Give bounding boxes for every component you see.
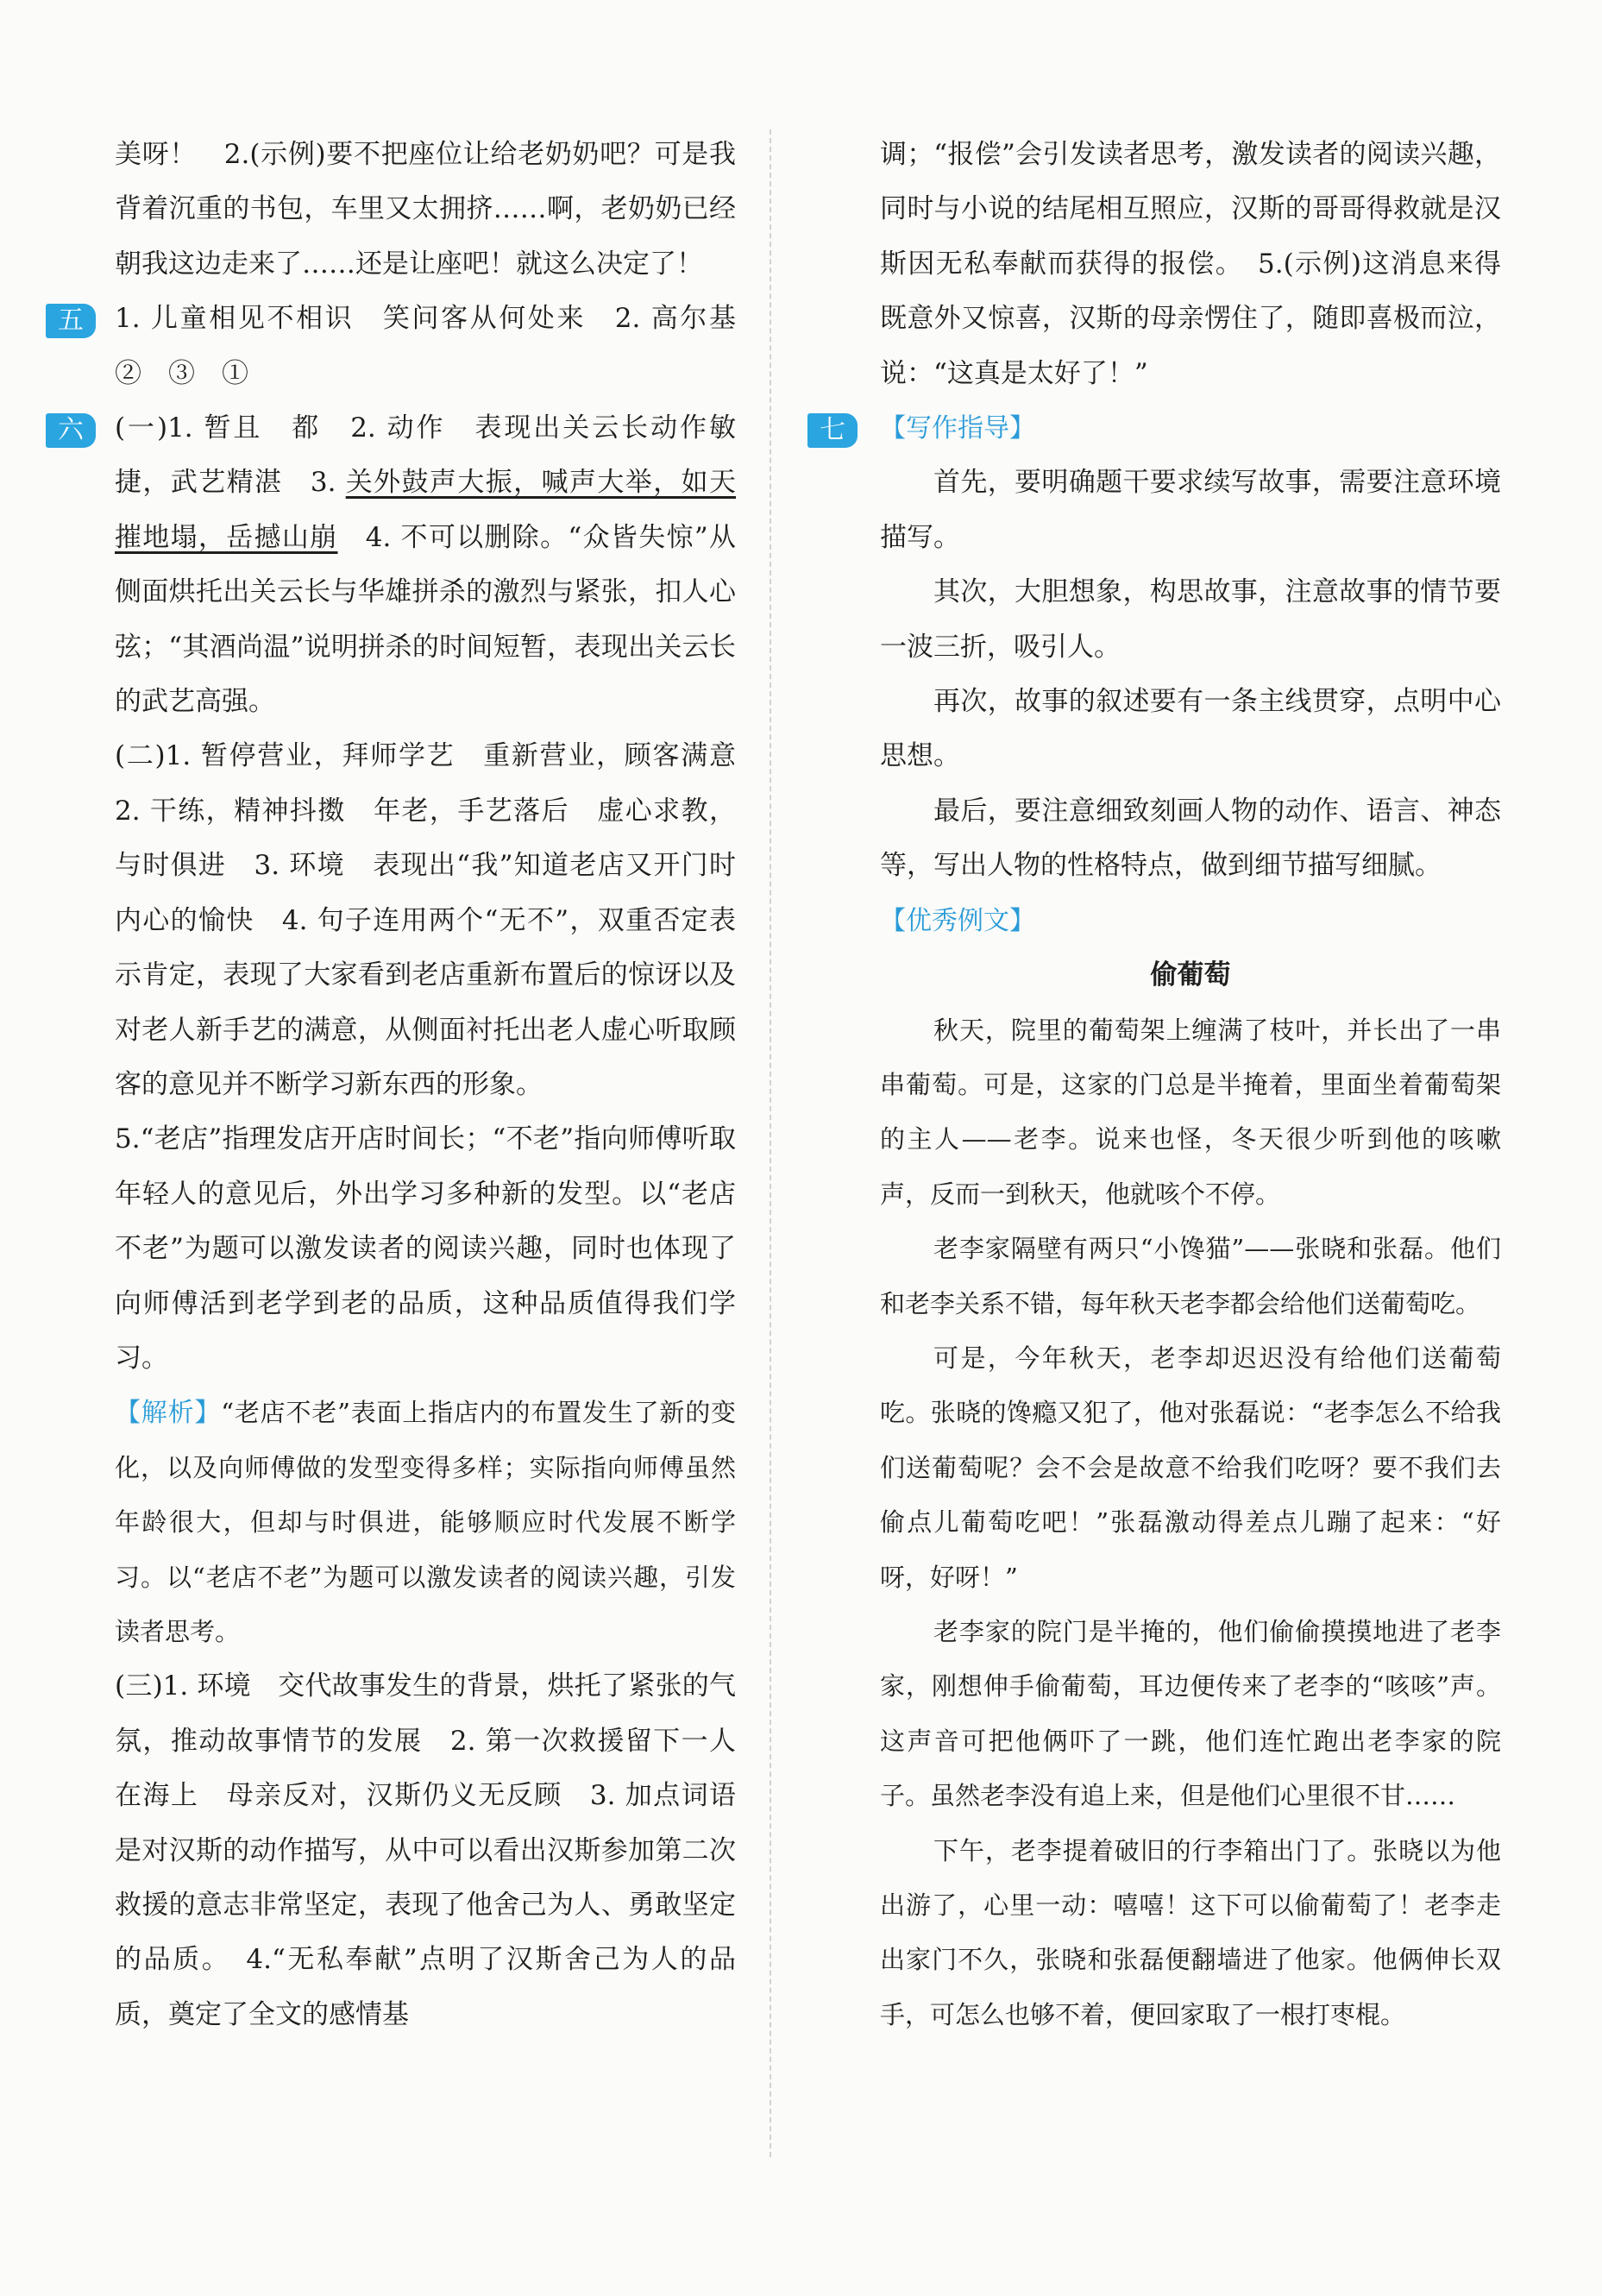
- essay-paragraph: 秋天，院里的葡萄架上缠满了枝叶，并长出了一串串葡萄。可是，这家的门总是半掩着，里面坐着葡萄架的主人——老李。说来也怪，冬天很少听到他的咳嗽声，反而一到秋天，他就咳个不停。: [880, 1015, 1501, 1209]
- section-six-tag: 六: [46, 413, 96, 448]
- answer-continuation: 美呀！ 2.(示例)要不把座位让给老奶奶吧？可是我背着沉重的书包，车里又太拥挤……啊，老奶奶已经朝我这边走来了……还是让座吧！就这么决定了！: [115, 139, 736, 280]
- example-label: 【优秀例文】: [880, 905, 1035, 936]
- essay-paragraph: 老李家的院门是半掩的，他们偷偷摸摸地进了老李家，刚想伸手偷葡萄，耳边便传来了老李的“咳咳”声。这声音可把他俩吓了一跳，他们连忙跑出老李家的院子。虽然老李没有追上来，但是他们心里很不甘……: [880, 1616, 1501, 1811]
- essay-paragraph: 下午，老李提着破旧的行李箱出门了。张晓以为他出游了，心里一动：嘻嘻！这下可以偷葡萄了！老李走出家门不久，张晓和张磊便翻墙进了他家。他俩伸长双手，可怎么也够不着，便回家取了一根打枣棍。: [880, 1835, 1501, 2029]
- analysis-label: 【解析】: [115, 1398, 222, 1429]
- section-six-part-two: (二)1. 暂停营业，拜师学艺 重新营业，顾客满意 2. 干练，精神抖擞 年老，手艺落后 虚心求教，与时俱进 3. 环境 表现出“我”知道老店又开门时内心的愉快 4. 句子连用两个“无不”，双重否定表示肯定，表现了大家看到老店重新布置后的惊讶以及对老人新手艺的满意，从侧面衬托出老人虚心听取顾客的意见并不断学习新东西的形象。: [115, 740, 763, 1100]
- section-six-part-three: (三)1. 环境 交代故事发生的背景，烘托了紧张的气氛，推动故事情节的发展 2. 第一次救援留下一人在海上 母亲反对，汉斯仍义无反顾 3. 加点词语是对汉斯的动作描写，从中可以看出汉斯参加第二次救援的意志非常坚定，表现了他舍己为人、勇敢坚定的品质。 4.“无私奉献”点明了汉斯舍己为人的品质，奠定了全文的感情基: [115, 1670, 736, 2030]
- guide-paragraph: 最后，要注意细致刻画人物的动作、语言、神态等，写出人物的性格特点，做到细节描写细腻。: [880, 795, 1501, 882]
- answer-continuation-right: 调；“报偿”会引发读者思考，激发读者的阅读兴趣，同时与小说的结尾相互照应，汉斯的哥哥得救就是汉斯因无私奉献而获得的报偿。 5.(示例)这消息来得既意外又惊喜，汉斯的母亲愣住了，随即喜极而泣，说：“这真是太好了！”: [880, 139, 1501, 389]
- guide-paragraph: 首先，要明确题干要求续写故事，需要注意环境描写。: [880, 467, 1501, 553]
- left-column: [58, 128, 763, 2042]
- underlined-answer: 关外鼓声大振，喊声大举，如天摧地塌，岳撼山崩: [115, 467, 737, 553]
- section-five: [58, 292, 763, 401]
- section-six: [58, 401, 763, 2042]
- essay-paragraph: 老李家隔壁有两只“小馋猫”——张晓和张磊。他们和老李关系不错，每年秋天老李都会给他们送葡萄吃。: [880, 1234, 1501, 1318]
- part-one-text-b: 4. 不可以删除。“众皆失惊”从侧面烘托出关云长与华雄拼杀的激烈与紧张，扣人心弦；“其酒尚温”说明拼杀的时间短暂，表现出关云长的武艺高强。: [115, 521, 736, 718]
- example-heading: [880, 894, 1501, 948]
- guide-paragraph: 再次，故事的叙述要有一条主线贯穿，点明中心思想。: [880, 686, 1501, 772]
- writing-guide-heading: [880, 401, 1501, 456]
- column-divider: [770, 129, 771, 2157]
- section-six-part-two-q5: 5.“老店”指理发店开店时间长；“不老”指向师傅听取年轻人的意见后，外出学习多种新的发型。以“老店不老”为题可以激发读者的阅读兴趣，同时也体现了向师傅活到老学到老的品质，这种品质值得我们学习。: [115, 1123, 736, 1374]
- essay-title: 偷葡萄: [1150, 959, 1231, 991]
- section-five-tag: 五: [46, 304, 96, 338]
- section-six-part-one: [115, 401, 736, 729]
- section-seven: [820, 401, 1501, 456]
- section-seven-tag: 七: [807, 413, 858, 448]
- section-five-answers: 1. 儿童相见不相识 笑问客从何处来 2. 高尔基 ② ③ ①: [115, 303, 763, 389]
- part-one-text-a: (一)1. 暂且 都 2. 动作 表现出关云长动作敏捷，武艺精湛 3.: [115, 412, 736, 499]
- guide-paragraph: 其次，大胆想象，构思故事，注意故事的情节要一波三折，吸引人。: [880, 576, 1501, 663]
- right-column: [820, 128, 1501, 2042]
- analysis-text: “老店不老”表面上指店内的布置发生了新的变化，以及向师傅做的发型变得多样；实际指向师傅虽然年龄很大，但却与时俱进，能够顺应时代发展不断学习。以“老店不老”为题可以激发读者的阅读兴趣，引发读者思考。: [115, 1398, 737, 1646]
- writing-guide-label: 【写作指导】: [880, 413, 1035, 444]
- analysis-note: [115, 1386, 736, 1659]
- essay-paragraph: 可是，今年秋天，老李却迟迟没有给他们送葡萄吃。张晓的馋瘾又犯了，他对张磊说：“老李怎么不给我们送葡萄呢？会不会是故意不给我们吃呀？要不我们去偷点儿葡萄吃吧！”张磊激动得差点儿蹦了起来：“好呀，好呀！”: [880, 1343, 1501, 1592]
